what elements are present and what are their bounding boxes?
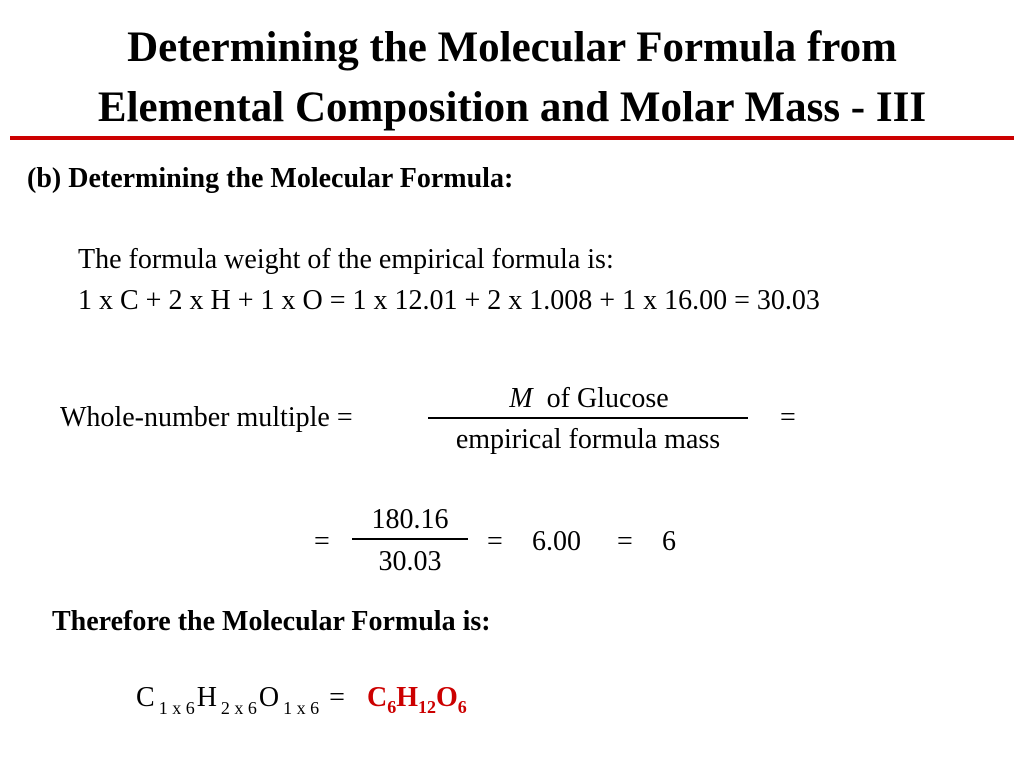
final-oxygen-count: 6 bbox=[457, 697, 467, 717]
slide-title-line-1: Determining the Molecular Formula from bbox=[127, 24, 897, 71]
multiple-fraction-numerator bbox=[430, 383, 748, 415]
slide-title-line-2: Elemental Composition and Molar Mass - III bbox=[97, 84, 927, 131]
final-hydrogen: H bbox=[396, 682, 418, 713]
therefore-heading: Therefore the Molecular Formula is: bbox=[52, 606, 491, 637]
calc-decimal-result: 6.00 bbox=[532, 526, 581, 557]
hydrogen-symbol: H bbox=[196, 682, 217, 713]
calc-integer-result: 6 bbox=[662, 526, 676, 557]
section-heading: (b) Determining the Molecular Formula: bbox=[27, 163, 514, 194]
numerator-text: of Glucose bbox=[546, 383, 669, 414]
carbon-symbol: C bbox=[136, 682, 155, 713]
calc-fraction-bar bbox=[352, 538, 468, 540]
formula-weight-intro: The formula weight of the empirical formula is: bbox=[78, 244, 614, 275]
calc-equals-sign-2: = bbox=[487, 526, 503, 557]
formula-weight-equation: 1 x C + 2 x H + 1 x O = 1 x 12.01 + 2 x 1.008 + 1 x 16.00 = 30.03 bbox=[78, 285, 820, 316]
calc-equals-sign-3: = bbox=[617, 526, 633, 557]
final-oxygen: O bbox=[435, 682, 458, 713]
multiple-fraction-bar bbox=[428, 417, 748, 419]
final-carbon: C bbox=[366, 682, 388, 713]
final-carbon-count: 6 bbox=[387, 697, 397, 717]
carbon-multiplier: 1 x 6 bbox=[158, 698, 195, 718]
multiple-equals-sign: = bbox=[780, 402, 796, 433]
title-underline-rule bbox=[10, 136, 1014, 140]
calc-fraction-denominator: 30.03 bbox=[378, 546, 442, 577]
calc-fraction-numerator: 180.16 bbox=[371, 504, 449, 535]
formula-equals-sign: = bbox=[329, 682, 345, 713]
whole-number-multiple-label: Whole-number multiple = bbox=[60, 402, 353, 433]
molar-mass-symbol: M bbox=[509, 383, 533, 414]
calc-equals-sign-1: = bbox=[314, 526, 330, 557]
multiple-fraction-denominator: empirical formula mass bbox=[455, 424, 721, 455]
oxygen-multiplier: 1 x 6 bbox=[283, 698, 320, 718]
oxygen-symbol: O bbox=[258, 682, 280, 713]
final-hydrogen-count: 12 bbox=[417, 697, 436, 717]
molecular-formula-row bbox=[136, 682, 467, 719]
final-molecular-formula bbox=[366, 682, 467, 717]
hydrogen-multiplier: 2 x 6 bbox=[220, 698, 257, 718]
